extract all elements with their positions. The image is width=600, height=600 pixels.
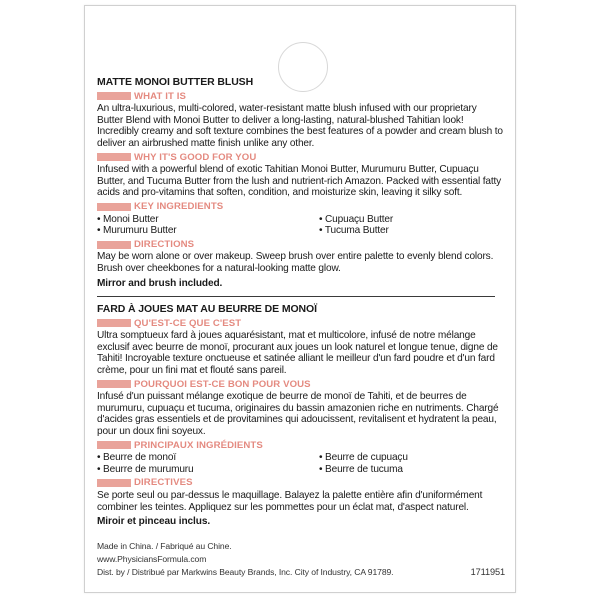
ingredient-item: • Cupuaçu Butter	[319, 213, 394, 225]
heading-label: DIRECTIONS	[134, 238, 195, 250]
ingredient-item: • Monoi Butter	[97, 213, 159, 225]
ingredient-item: • Beurre de monoï	[97, 452, 176, 464]
ingredient-list-fr	[97, 452, 505, 475]
section-heading-why-good	[97, 152, 505, 164]
heading-label: QU'EST-CE QUE C'EST	[134, 317, 242, 329]
ingredient-item: • Murumuru Butter	[97, 225, 177, 237]
heading-label: DIRECTIVES	[134, 477, 193, 489]
product-code: 1711951	[470, 566, 505, 577]
section-heading-directives	[97, 477, 505, 489]
heading-accent-bar	[97, 319, 131, 327]
directions-text: May be worn alone or over makeup. Sweep brush over entire palette to evenly blend colors. Brush over cheekbones for a natural-looking matte glow.	[97, 251, 494, 274]
distributor-text: Dist. by / Distribué par Markwins Beauty Brands, Inc. City of Industry, CA 91789.	[97, 566, 394, 577]
ingredient-item: • Beurre de cupuaçu	[319, 452, 408, 464]
made-in-text: Made in China. / Fabriqué au Chine.	[97, 540, 232, 551]
heading-accent-bar	[97, 380, 131, 388]
quest-ce-text: Ultra somptueux fard à joues aquarésistant, mat et multicolore, infusé de notre mélange exclusif avec beurre de monoï, procurant aux joues un look naturel et longue tenue, digne de Tahiti! Incroyable texture onctueuse et satinée alliant le meilleur d'un fard poudre et d'un fard crème, pour un fini mat et flouté sans pareil.	[97, 330, 498, 377]
heading-label: PRINCIPAUX INGRÉDIENTS	[134, 439, 263, 451]
section-heading-directions	[97, 239, 505, 251]
ingredient-item: • Beurre de murumuru	[97, 463, 194, 475]
section-heading-pourquoi	[97, 379, 505, 391]
section-heading-what-it-is	[97, 91, 505, 103]
heading-accent-bar	[97, 92, 131, 100]
heading-accent-bar	[97, 479, 131, 487]
pourquoi-text: Infusé d'un puissant mélange exotique de beurre de monoï de Tahiti, et de beurres de murumuru, cupuaçu et tucuma, originaires du bassin amazonien riche en nutriments. Chargé d'acides gras essentiels et de provitamines qui adoucissent, revitalisent et hydratent la peau, pour un doux fini soyeux.	[97, 391, 499, 438]
heading-accent-bar	[97, 241, 131, 249]
label-content	[97, 77, 505, 579]
heading-accent-bar	[97, 441, 131, 449]
heading-accent-bar	[97, 203, 131, 211]
section-heading-quest-ce	[97, 318, 505, 330]
ingredient-item: • Beurre de tucuma	[319, 463, 403, 475]
what-it-is-text: An ultra-luxurious, multi-colored, water-resistant matte blush infused with our proprietary Butter Blend with Monoi Butter to deliver a long-lasting, natural-blushed Tahitian look! Incredibly creamy and soft texture combines the best features of a powder and cream blush to deliver an airbrushed matte finish unlike any other.	[97, 103, 503, 149]
section-heading-key-ingredients	[97, 201, 505, 213]
product-title-en: MATTE MONOI BUTTER BLUSH	[97, 76, 254, 88]
included-note-fr: Miroir et pinceau inclus.	[97, 516, 211, 528]
section-heading-ingredients-fr	[97, 440, 505, 452]
label-footer	[97, 540, 505, 579]
why-good-text: Infused with a powerful blend of exotic Tahitian Monoi Butter, Murumuru Butter, Cupuaçu Butter, and Tucuma Butter from the lush and nutrient-rich Amazon. Packed with essential fatty acids and pro-vitamins that soften, condition, and moisturize skin, leaving it silky soft.	[97, 164, 502, 199]
ingredient-item: • Tucuma Butter	[319, 225, 389, 237]
heading-label: KEY INGREDIENTS	[134, 200, 224, 212]
heading-label: POURQUOI EST-CE BON POUR VOUS	[134, 378, 311, 390]
product-title-fr: FARD À JOUES MAT AU BEURRE DE MONOÏ	[97, 303, 317, 316]
heading-label: WHY IT'S GOOD FOR YOU	[134, 151, 257, 163]
ingredient-list-en	[97, 214, 505, 237]
language-divider	[97, 296, 495, 297]
heading-label: WHAT IT IS	[134, 90, 186, 102]
included-note-en: Mirror and brush included.	[97, 277, 223, 289]
heading-accent-bar	[97, 153, 131, 161]
directives-text: Se porte seul ou par-dessus le maquillage. Balayez la palette entière afin d'uniformément combiner les teintes. Appliquez sur les pommettes pour un éclat mat, d'aspect naturel.	[97, 490, 483, 513]
website-text: www.PhysiciansFormula.com	[97, 553, 207, 564]
